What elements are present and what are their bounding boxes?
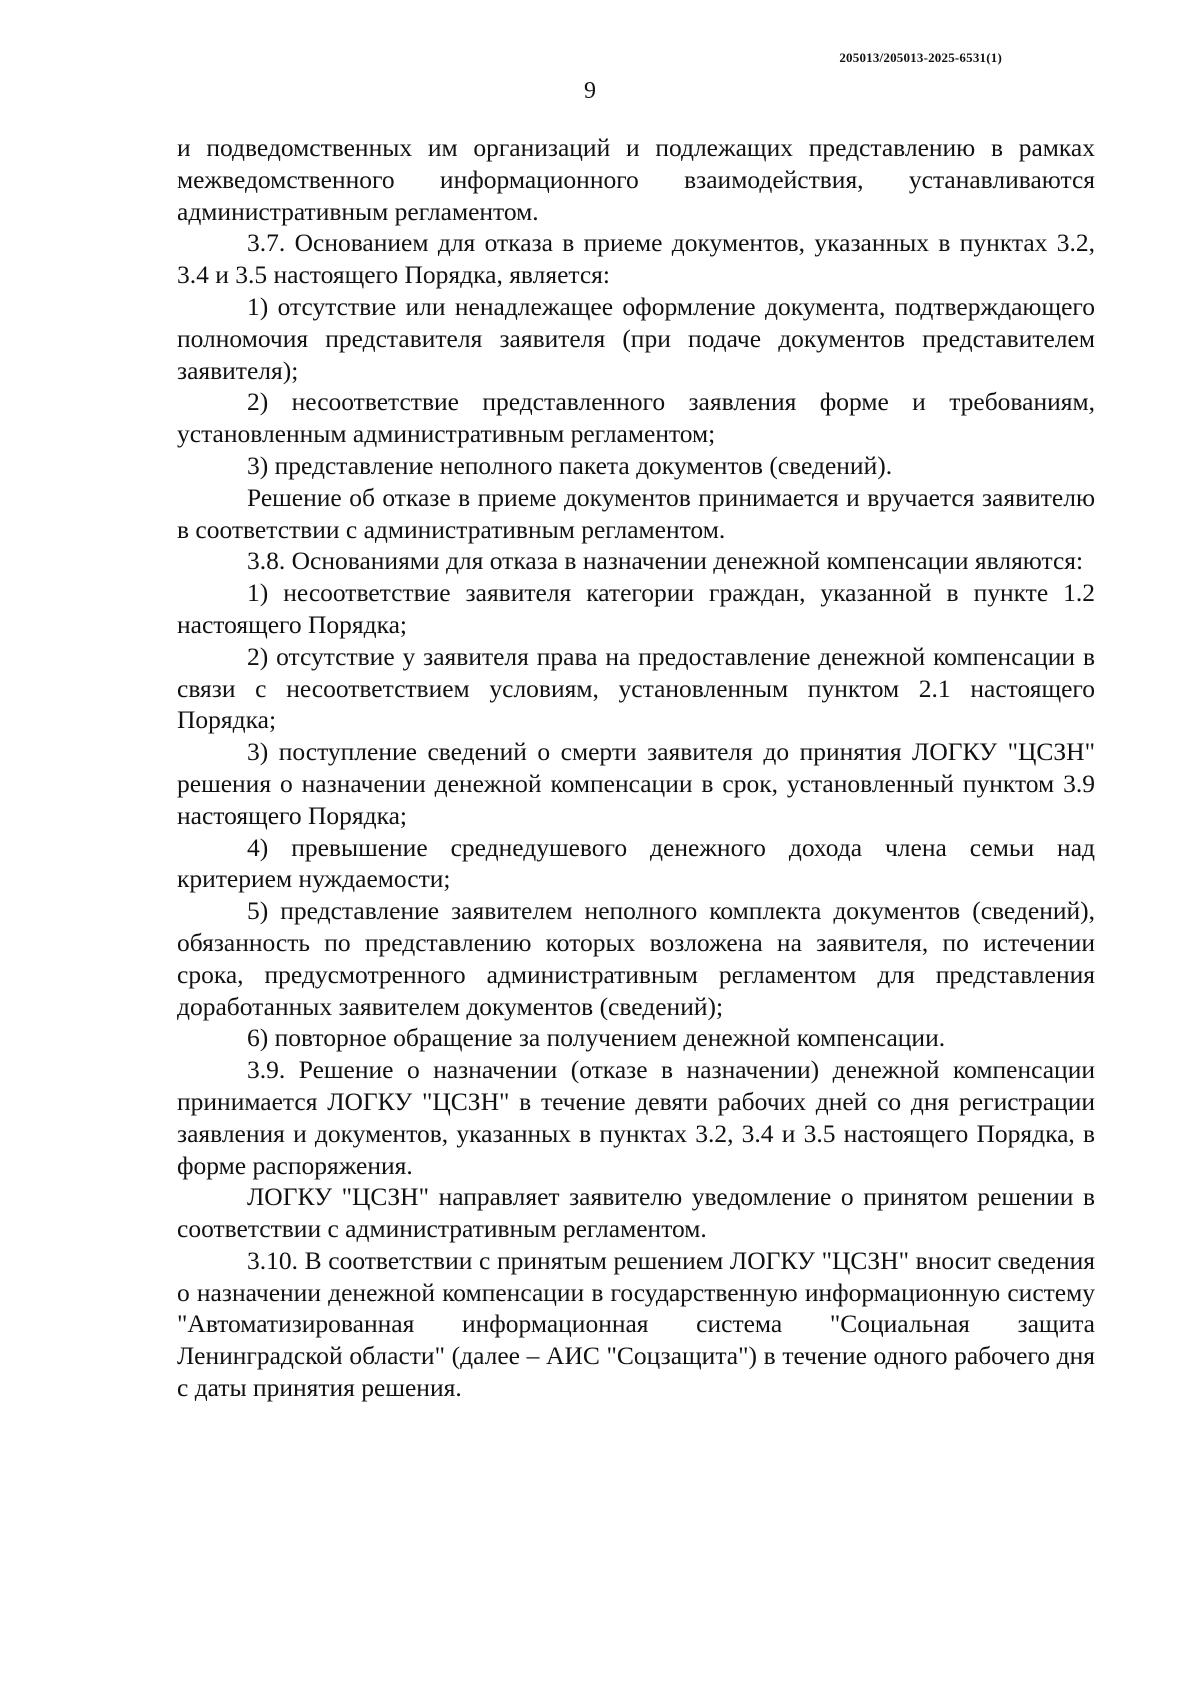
paragraph: 3.10. В соответствии с принятым решением ЛОГКУ "ЦСЗН" вносит сведения о назначении денежной компенсации в государственную информационную систему "Автоматизированная информационная система "Социальная защита Ленинградской области" (далее – АИС "Соцзащита") в течение одного рабочего дня с даты принятия решения.	[177, 1245, 1095, 1403]
paragraph: 1) отсутствие или ненадлежащее оформление документа, подтверждающего полномочия представителя заявителя (при подаче документов представителем заявителя);	[177, 291, 1095, 385]
paragraph: 2) несоответствие представленного заявления форме и требованиям, установленным административным регламентом;	[177, 387, 1095, 449]
paragraph: 3.8. Основаниями для отказа в назначении денежной компенсации являются:	[247, 546, 1084, 576]
paragraph: Решение об отказе в приеме документов принимается и вручается заявителю в соответствии с административным регламентом.	[177, 482, 1095, 544]
paragraph: 4) превышение среднедушевого денежного дохода члена семьи над критерием нуждаемости;	[177, 832, 1095, 894]
paragraph: ЛОГКУ "ЦСЗН" направляет заявителю уведомление о принятом решении в соответствии с административным регламентом.	[177, 1182, 1095, 1244]
paragraph: 2) отсутствие у заявителя права на предоставление денежной компенсации в связи с несоответствием условиям, установленным пунктом 2.1 настоящего Порядка;	[177, 641, 1095, 735]
paragraph: 3.7. Основанием для отказа в приеме документов, указанных в пунктах 3.2, 3.4 и 3.5 настоящего Порядка, является:	[177, 228, 1095, 290]
paragraph: 1) несоответствие заявителя категории граждан, указанной в пункте 1.2 настоящего Порядка;	[177, 578, 1095, 639]
document-id: 205013/205013-2025-6531(1)	[839, 50, 1002, 65]
paragraph: и подведомственных им организаций и подлежащих представлению в рамках межведомственного информационного взаимодействия, устанавливаются административным регламентом.	[177, 133, 1095, 226]
page-number: 9	[584, 78, 596, 104]
paragraph: 3) представление неполного пакета документов (сведений).	[247, 450, 893, 480]
paragraph: 5) представление заявителем неполного комплекта документов (сведений), обязанность по представлению которых возложена на заявителя, по истечении срока, предусмотренного административным регламентом для представления доработанных заявителем документов (сведений);	[177, 896, 1095, 1021]
paragraph: 3.9. Решение о назначении (отказе в назначении) денежной компенсации принимается ЛОГКУ "ЦСЗН" в течение девяти рабочих дней со дня регистрации заявления и документов, указанных в пунктах 3.2, 3.4 и 3.5 настоящего Порядка, в форме распоряжения.	[177, 1055, 1095, 1180]
paragraph: 6) повторное обращение за получением денежной компенсации.	[247, 1023, 946, 1053]
paragraph: 3) поступление сведений о смерти заявителя до принятия ЛОГКУ "ЦСЗН" решения о назначении денежной компенсации в срок, установленный пунктом 3.9 настоящего Порядка;	[177, 737, 1095, 830]
document-body	[177, 132, 1095, 1404]
